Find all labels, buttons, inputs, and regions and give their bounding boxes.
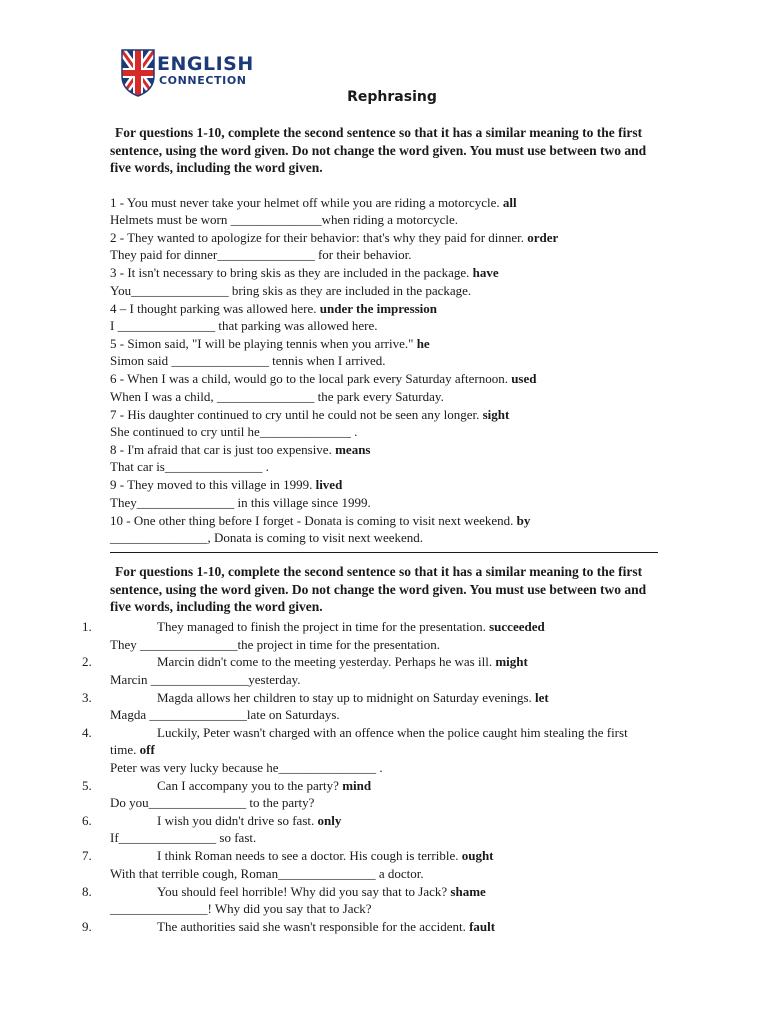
question-number: 4. xyxy=(82,725,92,740)
answer-line: I _______________ that parking was allowed here. xyxy=(110,318,378,333)
question-line: 7. I think Roman needs to see a doctor. His cough is terrible. ought xyxy=(82,848,494,863)
logo-line-english: ENGLISH xyxy=(157,53,254,75)
keyword: under the impression xyxy=(319,301,438,316)
question-line: 5. Can I accompany you to the party? mind xyxy=(82,778,372,793)
question-line: 7 - His daughter continued to cry until he could not be seen any longer. sight xyxy=(110,407,510,422)
question-line-continued: time. off xyxy=(110,742,155,757)
instruction-line: For questions 1-10, complete the second sentence so that it has a similar meaning to the first xyxy=(115,125,643,140)
question-line: 8. You should feel horrible! Why did you say that to Jack? shame xyxy=(82,884,486,899)
question-line: 2 - They wanted to apologize for their behavior: that's why they paid for dinner. order xyxy=(110,230,559,245)
question-line: 9. The authorities said she wasn't responsible for the accident. fault xyxy=(82,919,496,934)
logo-wordmark xyxy=(157,54,254,87)
keyword: all xyxy=(502,195,517,210)
keyword: means xyxy=(335,442,371,457)
keyword: let xyxy=(535,690,549,705)
question-number: 2. xyxy=(82,654,92,669)
keyword: might xyxy=(495,654,528,669)
question-number: 7. xyxy=(82,848,92,863)
keyword: fault xyxy=(469,919,496,934)
question-line: 6. I wish you didn't drive so fast. only xyxy=(82,813,342,828)
question-line: 3 - It isn't necessary to bring skis as they are included in the package. have xyxy=(110,265,499,280)
question-line: 1 - You must never take your helmet off while you are riding a motorcycle. all xyxy=(110,195,517,210)
answer-line: She continued to cry until he______________ . xyxy=(110,424,358,439)
question-line: 1. They managed to finish the project in time for the presentation. succeeded xyxy=(82,619,545,634)
question-line: 5 - Simon said, "I will be playing tennis when you arrive." he xyxy=(110,336,430,351)
answer-line: They _______________the project in time for the presentation. xyxy=(110,637,440,652)
question-number: 3. xyxy=(82,690,92,705)
keyword: only xyxy=(317,813,342,828)
section-divider xyxy=(110,552,658,553)
question-number: 9. xyxy=(82,919,92,934)
instruction-line: five words, including the word given. xyxy=(110,160,323,176)
instruction-line: For questions 1-10, complete the second sentence so that it has a similar meaning to the first xyxy=(115,564,643,579)
question-line: 10 - One other thing before I forget - Donata is coming to visit next weekend. by xyxy=(110,513,531,528)
keyword: shame xyxy=(450,884,486,899)
answer-line: Do you_______________ to the party? xyxy=(110,795,315,810)
question-number: 6. xyxy=(82,813,92,828)
keyword: sight xyxy=(482,407,510,422)
question-number: 8. xyxy=(82,884,92,899)
keyword: off xyxy=(139,742,155,757)
question-line: 2. Marcin didn't come to the meeting yesterday. Perhaps he was ill. might xyxy=(82,654,528,669)
answer-line: With that terrible cough, Roman_______________ a doctor. xyxy=(110,866,424,881)
answer-line: Helmets must be worn ______________when riding a motorcycle. xyxy=(110,212,459,227)
keyword: ought xyxy=(461,848,494,863)
question-line: 4 – I thought parking was allowed here. under the impression xyxy=(110,301,438,316)
question-line: 8 - I'm afraid that car is just too expensive. means xyxy=(110,442,371,457)
question-line: 3. Magda allows her children to stay up to midnight on Saturday evenings. let xyxy=(82,690,549,705)
question-number: 5. xyxy=(82,778,92,793)
keyword: lived xyxy=(315,477,343,492)
instruction-line: five words, including the word given. xyxy=(110,599,323,615)
instruction-line: sentence, using the word given. Do not change the word given. You must use between two and xyxy=(110,142,647,158)
keyword: have xyxy=(472,265,499,280)
keyword: he xyxy=(416,336,430,351)
answer-line: You_______________ bring skis as they are included in the package. xyxy=(110,283,472,298)
answer-line: Simon said _______________ tennis when I arrived. xyxy=(110,353,386,368)
answer-line: They paid for dinner_______________ for their behavior. xyxy=(110,247,412,262)
answer-line: When I was a child, _______________ the park every Saturday. xyxy=(110,389,444,404)
answer-line: Peter was very lucky because he_______________ . xyxy=(110,760,383,775)
question-line: 4. Luckily, Peter wasn't charged with an offence when the police caught him stealing the first xyxy=(82,725,628,740)
instructions-section-1 xyxy=(110,124,685,177)
question-number: 1. xyxy=(82,619,92,634)
answer-line: If_______________ so fast. xyxy=(110,830,257,845)
logo-line-connection: CONNECTION xyxy=(159,74,247,87)
answer-line: Magda _______________late on Saturdays. xyxy=(110,707,340,722)
answer-line: Marcin _______________yesterday. xyxy=(110,672,301,687)
answer-line: That car is_______________ . xyxy=(110,459,269,474)
keyword: used xyxy=(511,371,537,386)
answer-line: _______________, Donata is coming to visit next weekend. xyxy=(110,530,424,545)
answer-line: _______________! Why did you say that to Jack? xyxy=(110,901,372,916)
keyword: succeeded xyxy=(489,619,545,634)
keyword: order xyxy=(527,230,559,245)
question-line: 9 - They moved to this village in 1999. lived xyxy=(110,477,343,492)
question-line: 6 - When I was a child, would go to the local park every Saturday afternoon. used xyxy=(110,371,537,386)
instructions-section-2 xyxy=(110,563,685,616)
answer-line: They_______________ in this village since 1999. xyxy=(110,495,371,510)
page-title: Rephrasing xyxy=(347,89,437,105)
keyword: by xyxy=(516,513,531,528)
keyword: mind xyxy=(342,778,372,793)
instruction-line: sentence, using the word given. Do not change the word given. You must use between two and xyxy=(110,581,647,597)
